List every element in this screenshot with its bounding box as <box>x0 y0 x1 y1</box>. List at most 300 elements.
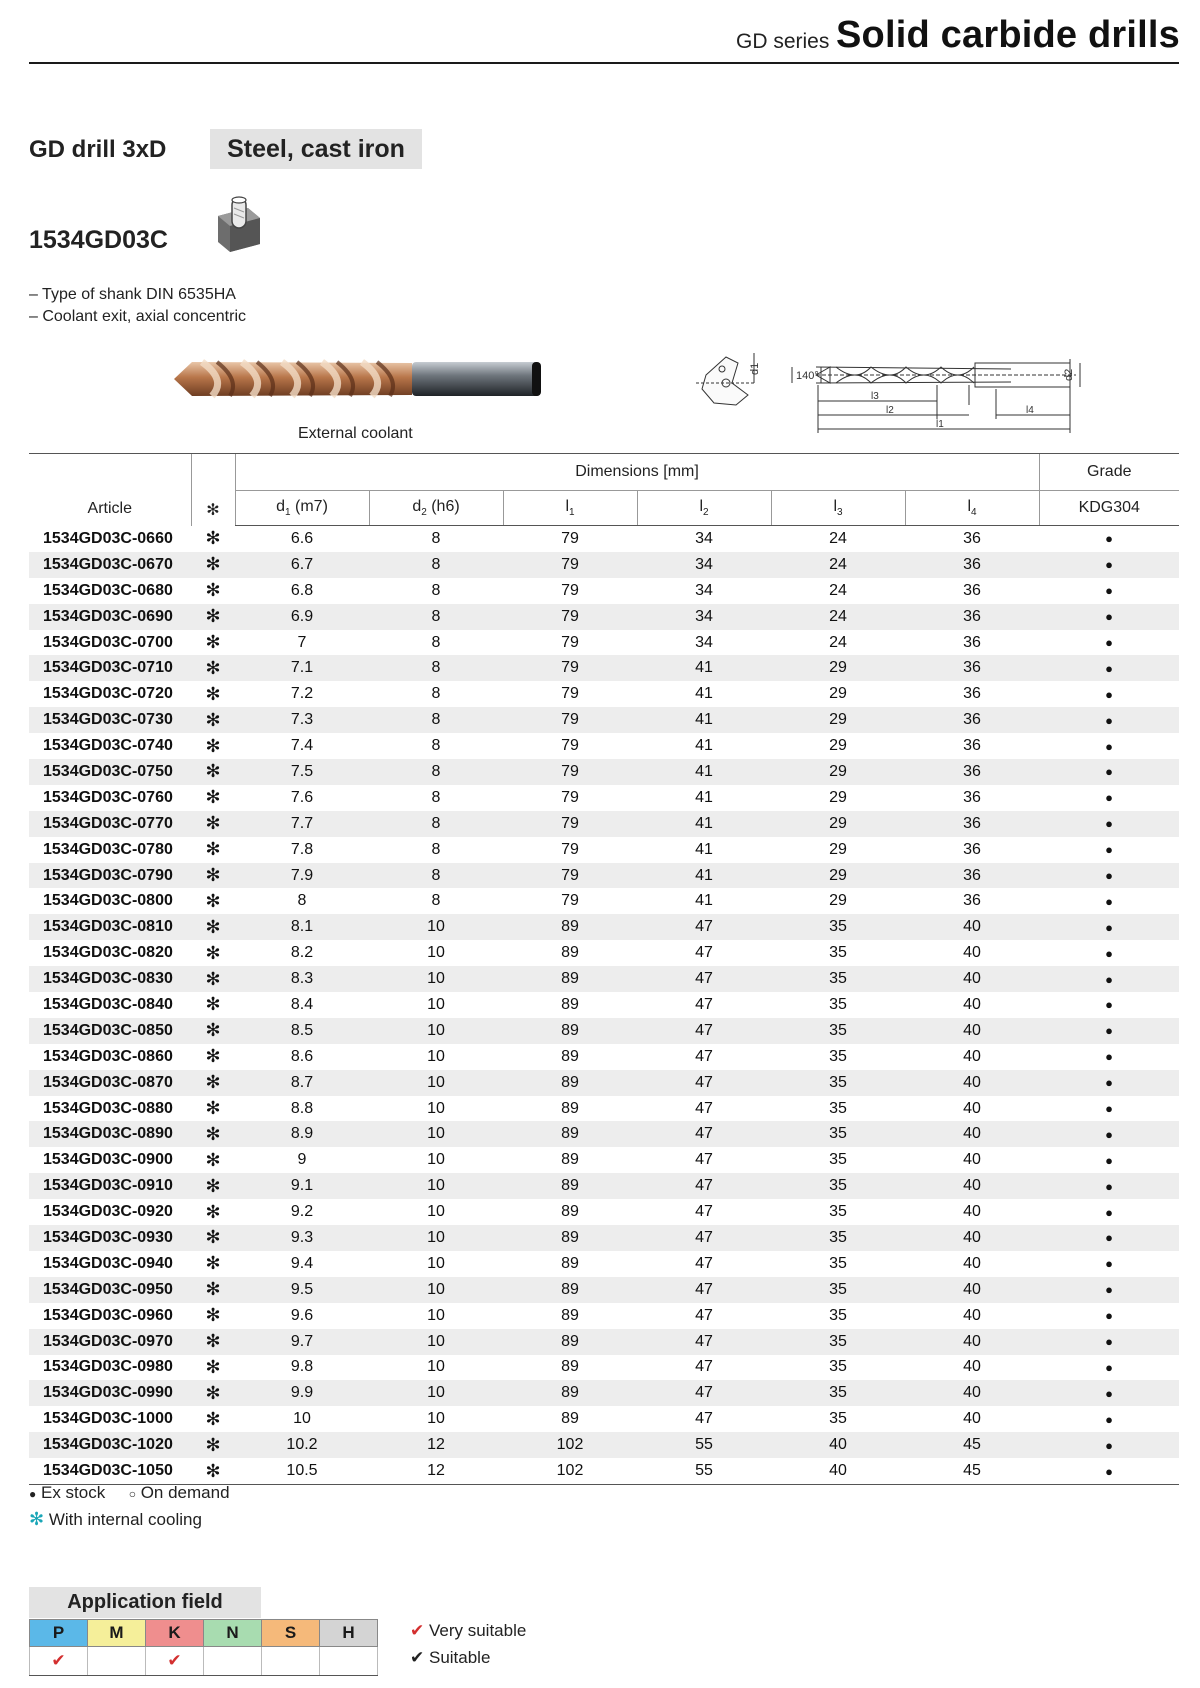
l1-cell: 79 <box>503 604 637 630</box>
d1-cell: 7.7 <box>235 811 369 837</box>
grade-availability-cell: ● <box>1105 738 1113 754</box>
cooling-icon: ✻ <box>191 1277 235 1303</box>
grade-availability-cell: ● <box>1039 1070 1179 1096</box>
very-suitable-check-icon: ✔ <box>410 1621 425 1640</box>
table-row <box>29 759 1179 785</box>
l3-cell: 29 <box>829 788 847 806</box>
l1-cell: 79 <box>561 892 579 910</box>
d2-cell: 10 <box>369 1225 503 1251</box>
feature-shank: – Type of shank DIN 6535HA <box>29 286 236 303</box>
article-cell: 1534GD03C-0880 <box>43 1099 173 1117</box>
article-cell: 1534GD03C-0710 <box>29 655 191 681</box>
l4-cell: 36 <box>963 685 981 703</box>
article-cell: 1534GD03C-0670 <box>29 552 191 578</box>
grade-availability-cell: ● <box>1105 686 1113 702</box>
l2-cell: 47 <box>695 1254 713 1272</box>
d1-cell: 8.6 <box>290 1047 314 1065</box>
l4-cell: 40 <box>905 1121 1039 1147</box>
l1-cell: 102 <box>503 1432 637 1458</box>
l1-cell: 89 <box>561 1151 579 1169</box>
article-cell: 1534GD03C-0720 <box>43 685 173 703</box>
svg-text:l1: l1 <box>936 419 944 430</box>
d1-cell: 10.2 <box>235 1432 369 1458</box>
cooling-icon: ✻ <box>191 1018 235 1044</box>
d2-cell: 12 <box>369 1458 503 1484</box>
d2-cell: 8 <box>431 892 441 910</box>
cooling-legend-label: With internal cooling <box>48 1510 202 1529</box>
col-header-l4: $l_4$ <box>905 491 1039 526</box>
l3-cell: 35 <box>771 914 905 940</box>
l4-cell: 40 <box>963 1151 981 1169</box>
col-header-grade: KDG304 <box>1039 491 1179 526</box>
l1-cell: 89 <box>561 1203 579 1221</box>
image-caption: External coolant <box>298 425 413 442</box>
l2-cell: 47 <box>637 914 771 940</box>
l2-cell: 41 <box>695 685 713 703</box>
l2-cell: 55 <box>637 1458 771 1484</box>
material-class-m: M <box>88 1620 146 1647</box>
l2-cell: 47 <box>695 1410 713 1428</box>
svg-text:140°: 140° <box>796 370 819 382</box>
d1-cell: 7.2 <box>290 685 314 703</box>
l1-cell: 89 <box>503 1018 637 1044</box>
article-cell: 1534GD03C-0810 <box>29 914 191 940</box>
table-row <box>29 940 1179 966</box>
cooling-icon: ✻ <box>205 787 221 808</box>
l2-cell: 41 <box>695 737 713 755</box>
cooling-icon: ✻ <box>191 1458 235 1484</box>
grade-availability-cell: ● <box>1039 966 1179 992</box>
d2-cell: 12 <box>369 1432 503 1458</box>
grade-availability-cell: ● <box>1039 1277 1179 1303</box>
table-row <box>29 681 1179 707</box>
svg-text:d2: d2 <box>1063 368 1075 381</box>
article-cell: 1534GD03C-0680 <box>43 581 173 599</box>
d2-cell: 8 <box>431 633 441 651</box>
l1-cell: 89 <box>503 966 637 992</box>
cooling-icon: ✻ <box>191 1225 235 1251</box>
l2-cell: 47 <box>637 1173 771 1199</box>
article-cell: 1534GD03C-0820 <box>43 944 173 962</box>
material-class-k: K <box>146 1620 204 1647</box>
material-class-h-suitability <box>320 1647 378 1676</box>
l1-cell: 89 <box>503 1225 637 1251</box>
l1-cell: 79 <box>561 581 579 599</box>
grade-availability-cell: ● <box>1105 893 1113 909</box>
l3-cell: 35 <box>829 1099 847 1117</box>
l4-cell: 40 <box>905 966 1039 992</box>
d2-cell: 10 <box>427 1203 445 1221</box>
l4-cell: 40 <box>905 914 1039 940</box>
table-row <box>29 785 1179 811</box>
cooling-icon: ✻ <box>191 1329 235 1355</box>
grade-availability-cell: ● <box>1105 1204 1113 1220</box>
l3-cell: 35 <box>829 944 847 962</box>
l4-cell: 40 <box>963 944 981 962</box>
grade-availability-cell: ● <box>1105 945 1113 961</box>
d2-cell: 10 <box>369 914 503 940</box>
l2-cell: 47 <box>637 1277 771 1303</box>
article-cell: 1534GD03C-0990 <box>29 1380 191 1406</box>
d1-cell: 8.4 <box>290 995 314 1013</box>
l3-cell: 24 <box>771 552 905 578</box>
d1-cell: 7.5 <box>235 759 369 785</box>
d1-cell: 7 <box>297 633 307 651</box>
grade-availability-cell: ● <box>1105 1308 1113 1324</box>
l2-cell: 47 <box>637 966 771 992</box>
l4-cell: 36 <box>963 892 981 910</box>
article-cell: 1534GD03C-0860 <box>43 1047 173 1065</box>
table-row <box>29 966 1179 992</box>
d1-cell: 7.8 <box>290 840 314 858</box>
cooling-icon: ✻ <box>205 1356 221 1377</box>
d1-cell: 9.7 <box>235 1329 369 1355</box>
table-row <box>29 914 1179 940</box>
grade-availability-cell: ● <box>1105 842 1113 858</box>
col-header-l3: $l_3$ <box>771 491 905 526</box>
grade-availability-cell: ● <box>1039 1018 1179 1044</box>
l4-cell: 40 <box>963 1410 981 1428</box>
d2-cell: 8 <box>369 655 503 681</box>
table-row <box>29 630 1179 656</box>
very-suitable-label: Very suitable <box>428 1621 527 1640</box>
table-row <box>29 1277 1179 1303</box>
d1-cell: 10 <box>293 1410 311 1428</box>
table-row <box>29 1173 1179 1199</box>
table-row <box>29 837 1179 863</box>
table-row <box>29 733 1179 759</box>
d1-cell: 7.9 <box>235 863 369 889</box>
l4-cell: 40 <box>905 1225 1039 1251</box>
suitable-check-icon: ✔ <box>410 1648 425 1667</box>
material-class-n: N <box>204 1620 262 1647</box>
d2-cell: 8 <box>369 707 503 733</box>
grade-availability-cell: ● <box>1105 1152 1113 1168</box>
cooling-icon: ✻ <box>205 528 221 549</box>
l2-cell: 41 <box>637 759 771 785</box>
l2-cell: 47 <box>695 1203 713 1221</box>
d2-cell: 10 <box>427 1358 445 1376</box>
through-hole-icon <box>214 196 264 252</box>
table-row <box>29 552 1179 578</box>
d2-cell: 10 <box>369 1018 503 1044</box>
article-cell: 1534GD03C-0980 <box>43 1358 173 1376</box>
grade-availability-cell: ● <box>1039 552 1179 578</box>
l1-cell: 79 <box>503 759 637 785</box>
grade-availability-cell: ● <box>1039 655 1179 681</box>
d1-cell: 10.5 <box>235 1458 369 1484</box>
l4-cell: 45 <box>905 1458 1039 1484</box>
article-cell: 1534GD03C-0730 <box>29 707 191 733</box>
cooling-icon: ✻ <box>205 1046 221 1067</box>
l1-cell: 79 <box>561 737 579 755</box>
grade-availability-cell: ● <box>1039 811 1179 837</box>
material-class-m-suitability <box>88 1647 146 1676</box>
on-demand-symbol: ○ <box>128 1487 136 1501</box>
table-row <box>29 655 1179 681</box>
table-row <box>29 604 1179 630</box>
d2-cell: 10 <box>427 1254 445 1272</box>
d2-cell: 8 <box>369 552 503 578</box>
application-field-table <box>29 1619 378 1676</box>
article-cell: 1534GD03C-1000 <box>43 1410 173 1428</box>
l2-cell: 47 <box>637 1070 771 1096</box>
d1-cell: 9.9 <box>235 1380 369 1406</box>
article-cell: 1534GD03C-0760 <box>43 788 173 806</box>
material-class-s: S <box>262 1620 320 1647</box>
table-row <box>29 1406 1179 1432</box>
l3-cell: 35 <box>829 1358 847 1376</box>
cooling-header-icon: ✻ <box>191 454 235 526</box>
grade-availability-cell: ● <box>1105 1256 1113 1272</box>
l1-cell: 89 <box>503 1380 637 1406</box>
d2-cell: 10 <box>427 1047 445 1065</box>
d2-cell: 8 <box>369 811 503 837</box>
l3-cell: 29 <box>771 655 905 681</box>
svg-text:l2: l2 <box>886 405 894 416</box>
l3-cell: 35 <box>829 1306 847 1324</box>
cooling-icon: ✻ <box>191 914 235 940</box>
l4-cell: 40 <box>905 1018 1039 1044</box>
dimensions-header: Dimensions [mm] <box>235 454 1039 491</box>
d2-cell: 8 <box>431 840 441 858</box>
article-cell: 1534GD03C-0970 <box>29 1329 191 1355</box>
l2-cell: 47 <box>695 1306 713 1324</box>
l3-cell: 35 <box>771 1173 905 1199</box>
article-cell: 1534GD03C-0780 <box>43 840 173 858</box>
cooling-icon: ✻ <box>191 1070 235 1096</box>
cooling-icon: ✻ <box>205 1408 221 1429</box>
l4-cell: 36 <box>963 633 981 651</box>
l4-cell: 40 <box>963 1358 981 1376</box>
suitable-legend <box>410 1648 490 1668</box>
grade-availability-cell: ● <box>1105 790 1113 806</box>
l3-cell: 35 <box>771 1018 905 1044</box>
l2-cell: 41 <box>695 788 713 806</box>
article-cell: 1534GD03C-0700 <box>43 633 173 651</box>
cooling-icon: ✻ <box>191 1380 235 1406</box>
l3-cell: 24 <box>829 529 847 547</box>
grade-availability-cell: ● <box>1039 1458 1179 1484</box>
grade-availability-cell: ● <box>1039 1121 1179 1147</box>
l3-cell: 29 <box>829 840 847 858</box>
l1-cell: 89 <box>561 1254 579 1272</box>
l4-cell: 36 <box>963 788 981 806</box>
l1-cell: 79 <box>503 552 637 578</box>
table-row <box>29 992 1179 1018</box>
article-cell: 1534GD03C-0800 <box>43 892 173 910</box>
l1-cell: 89 <box>561 1410 579 1428</box>
l1-cell: 79 <box>561 529 579 547</box>
d2-cell: 10 <box>427 944 445 962</box>
l3-cell: 35 <box>771 966 905 992</box>
l4-cell: 36 <box>963 840 981 858</box>
l3-cell: 29 <box>771 759 905 785</box>
grade-availability-cell: ● <box>1105 583 1113 599</box>
article-cell: 1534GD03C-0830 <box>29 966 191 992</box>
l2-cell: 47 <box>695 1099 713 1117</box>
cooling-icon: ✻ <box>205 942 221 963</box>
table-row <box>29 1070 1179 1096</box>
l2-cell: 47 <box>695 1151 713 1169</box>
d2-cell: 10 <box>369 966 503 992</box>
d2-cell: 8 <box>431 737 441 755</box>
article-cell: 1534GD03C-0790 <box>29 863 191 889</box>
d1-cell: 9.3 <box>235 1225 369 1251</box>
l1-cell: 89 <box>503 1329 637 1355</box>
svg-text:l4: l4 <box>1026 405 1034 416</box>
table-row <box>29 1380 1179 1406</box>
d1-cell: 9.4 <box>290 1254 314 1272</box>
material-tag: Steel, cast iron <box>210 129 422 169</box>
cooling-icon: ✻ <box>205 839 221 860</box>
table-row <box>29 1251 1179 1277</box>
l4-cell: 36 <box>905 552 1039 578</box>
grade-availability-cell: ● <box>1105 1359 1113 1375</box>
l3-cell: 35 <box>829 995 847 1013</box>
d2-cell: 10 <box>369 1070 503 1096</box>
d1-cell: 8.2 <box>290 944 314 962</box>
l1-cell: 79 <box>503 655 637 681</box>
article-cell: 1534GD03C-1050 <box>29 1458 191 1484</box>
l3-cell: 35 <box>829 1047 847 1065</box>
d1-cell: 9 <box>297 1151 307 1169</box>
d2-cell: 10 <box>369 1121 503 1147</box>
table-row <box>29 578 1179 604</box>
table-row <box>29 1147 1179 1173</box>
cooling-icon: ✻ <box>191 863 235 889</box>
d1-cell: 8.9 <box>235 1121 369 1147</box>
d1-cell: 9.2 <box>290 1203 314 1221</box>
l1-cell: 89 <box>561 995 579 1013</box>
l4-cell: 36 <box>963 581 981 599</box>
article-cell: 1534GD03C-0740 <box>43 737 173 755</box>
table-row <box>29 1329 1179 1355</box>
l2-cell: 41 <box>637 863 771 889</box>
material-class-p-suitability: ✔ <box>30 1647 88 1676</box>
table-row <box>29 1096 1179 1122</box>
l3-cell: 24 <box>829 581 847 599</box>
d1-cell: 6.9 <box>235 604 369 630</box>
l3-cell: 35 <box>771 1380 905 1406</box>
d1-cell: 6.8 <box>290 581 314 599</box>
d1-cell: 8.1 <box>235 914 369 940</box>
l4-cell: 36 <box>905 759 1039 785</box>
d2-cell: 10 <box>427 1151 445 1169</box>
d1-cell: 9.5 <box>235 1277 369 1303</box>
application-field-title: Application field <box>29 1587 261 1618</box>
d2-cell: 8 <box>431 685 441 703</box>
d2-cell: 10 <box>427 1410 445 1428</box>
l4-cell: 40 <box>905 1329 1039 1355</box>
grade-availability-cell: ● <box>1105 1411 1113 1427</box>
l2-cell: 47 <box>637 1018 771 1044</box>
article-cell: 1534GD03C-0920 <box>43 1203 173 1221</box>
d1-cell: 9.8 <box>290 1358 314 1376</box>
cooling-icon: ✻ <box>205 580 221 601</box>
grade-availability-cell: ● <box>1105 997 1113 1013</box>
l2-cell: 34 <box>695 529 713 547</box>
table-row <box>29 1355 1179 1381</box>
l4-cell: 40 <box>963 1099 981 1117</box>
cooling-icon: ✻ <box>191 759 235 785</box>
cooling-icon: ✻ <box>191 604 235 630</box>
series-label: GD series <box>736 30 830 53</box>
l1-cell: 89 <box>503 1070 637 1096</box>
l2-cell: 47 <box>637 1121 771 1147</box>
page-title: Solid carbide drills <box>836 14 1180 56</box>
material-class-p: P <box>30 1620 88 1647</box>
article-cell: 1534GD03C-1020 <box>29 1432 191 1458</box>
table-row <box>29 1303 1179 1329</box>
cooling-icon: ✻ <box>191 1173 235 1199</box>
material-class-k-suitability: ✔ <box>146 1647 204 1676</box>
l2-cell: 41 <box>637 707 771 733</box>
table-row <box>29 707 1179 733</box>
grade-availability-cell: ● <box>1039 1173 1179 1199</box>
very-suitable-legend <box>410 1621 526 1641</box>
l1-cell: 89 <box>561 1047 579 1065</box>
l1-cell: 89 <box>503 1121 637 1147</box>
article-cell: 1534GD03C-0660 <box>43 529 173 547</box>
cooling-icon: ✻ <box>205 1253 221 1274</box>
cooling-icon: ✻ <box>191 811 235 837</box>
grade-availability-cell: ● <box>1039 707 1179 733</box>
article-cell: 1534GD03C-0910 <box>29 1173 191 1199</box>
col-header-l1: $l_1$ <box>503 491 637 526</box>
d2-cell: 10 <box>369 1380 503 1406</box>
d2-cell: 8 <box>431 788 441 806</box>
article-cell: 1534GD03C-0750 <box>29 759 191 785</box>
l2-cell: 47 <box>637 1380 771 1406</box>
material-class-s-suitability <box>262 1647 320 1676</box>
l3-cell: 35 <box>771 1121 905 1147</box>
l3-cell: 40 <box>771 1432 905 1458</box>
table-row <box>29 811 1179 837</box>
grade-availability-cell: ● <box>1039 1225 1179 1251</box>
grade-header: Grade <box>1039 454 1179 491</box>
l1-cell: 79 <box>561 788 579 806</box>
col-header-l2: $l_2$ <box>637 491 771 526</box>
l2-cell: 34 <box>695 581 713 599</box>
ex-stock-label: Ex stock <box>40 1483 106 1502</box>
l1-cell: 89 <box>561 944 579 962</box>
l1-cell: 79 <box>561 685 579 703</box>
l2-cell: 34 <box>637 604 771 630</box>
l3-cell: 29 <box>771 707 905 733</box>
product-name: GD drill 3xD <box>29 136 167 163</box>
d2-cell: 8 <box>431 581 441 599</box>
l3-cell: 35 <box>829 1410 847 1428</box>
article-header: Article <box>29 454 191 526</box>
grade-availability-cell: ● <box>1039 1329 1179 1355</box>
l2-cell: 41 <box>637 811 771 837</box>
cooling-icon: ✻ <box>205 735 221 756</box>
l3-cell: 29 <box>829 737 847 755</box>
l3-cell: 29 <box>771 863 905 889</box>
cooling-icon: ✻ <box>205 1149 221 1170</box>
l3-cell: 29 <box>829 685 847 703</box>
d1-cell: 8.8 <box>290 1099 314 1117</box>
d2-cell: 8 <box>369 863 503 889</box>
grade-availability-cell: ● <box>1105 1101 1113 1117</box>
technical-drawing <box>696 343 1081 443</box>
l2-cell: 47 <box>695 1358 713 1376</box>
header-divider <box>29 62 1179 64</box>
l2-cell: 47 <box>637 1329 771 1355</box>
l1-cell: 79 <box>561 633 579 651</box>
on-demand-label: On demand <box>140 1483 230 1502</box>
